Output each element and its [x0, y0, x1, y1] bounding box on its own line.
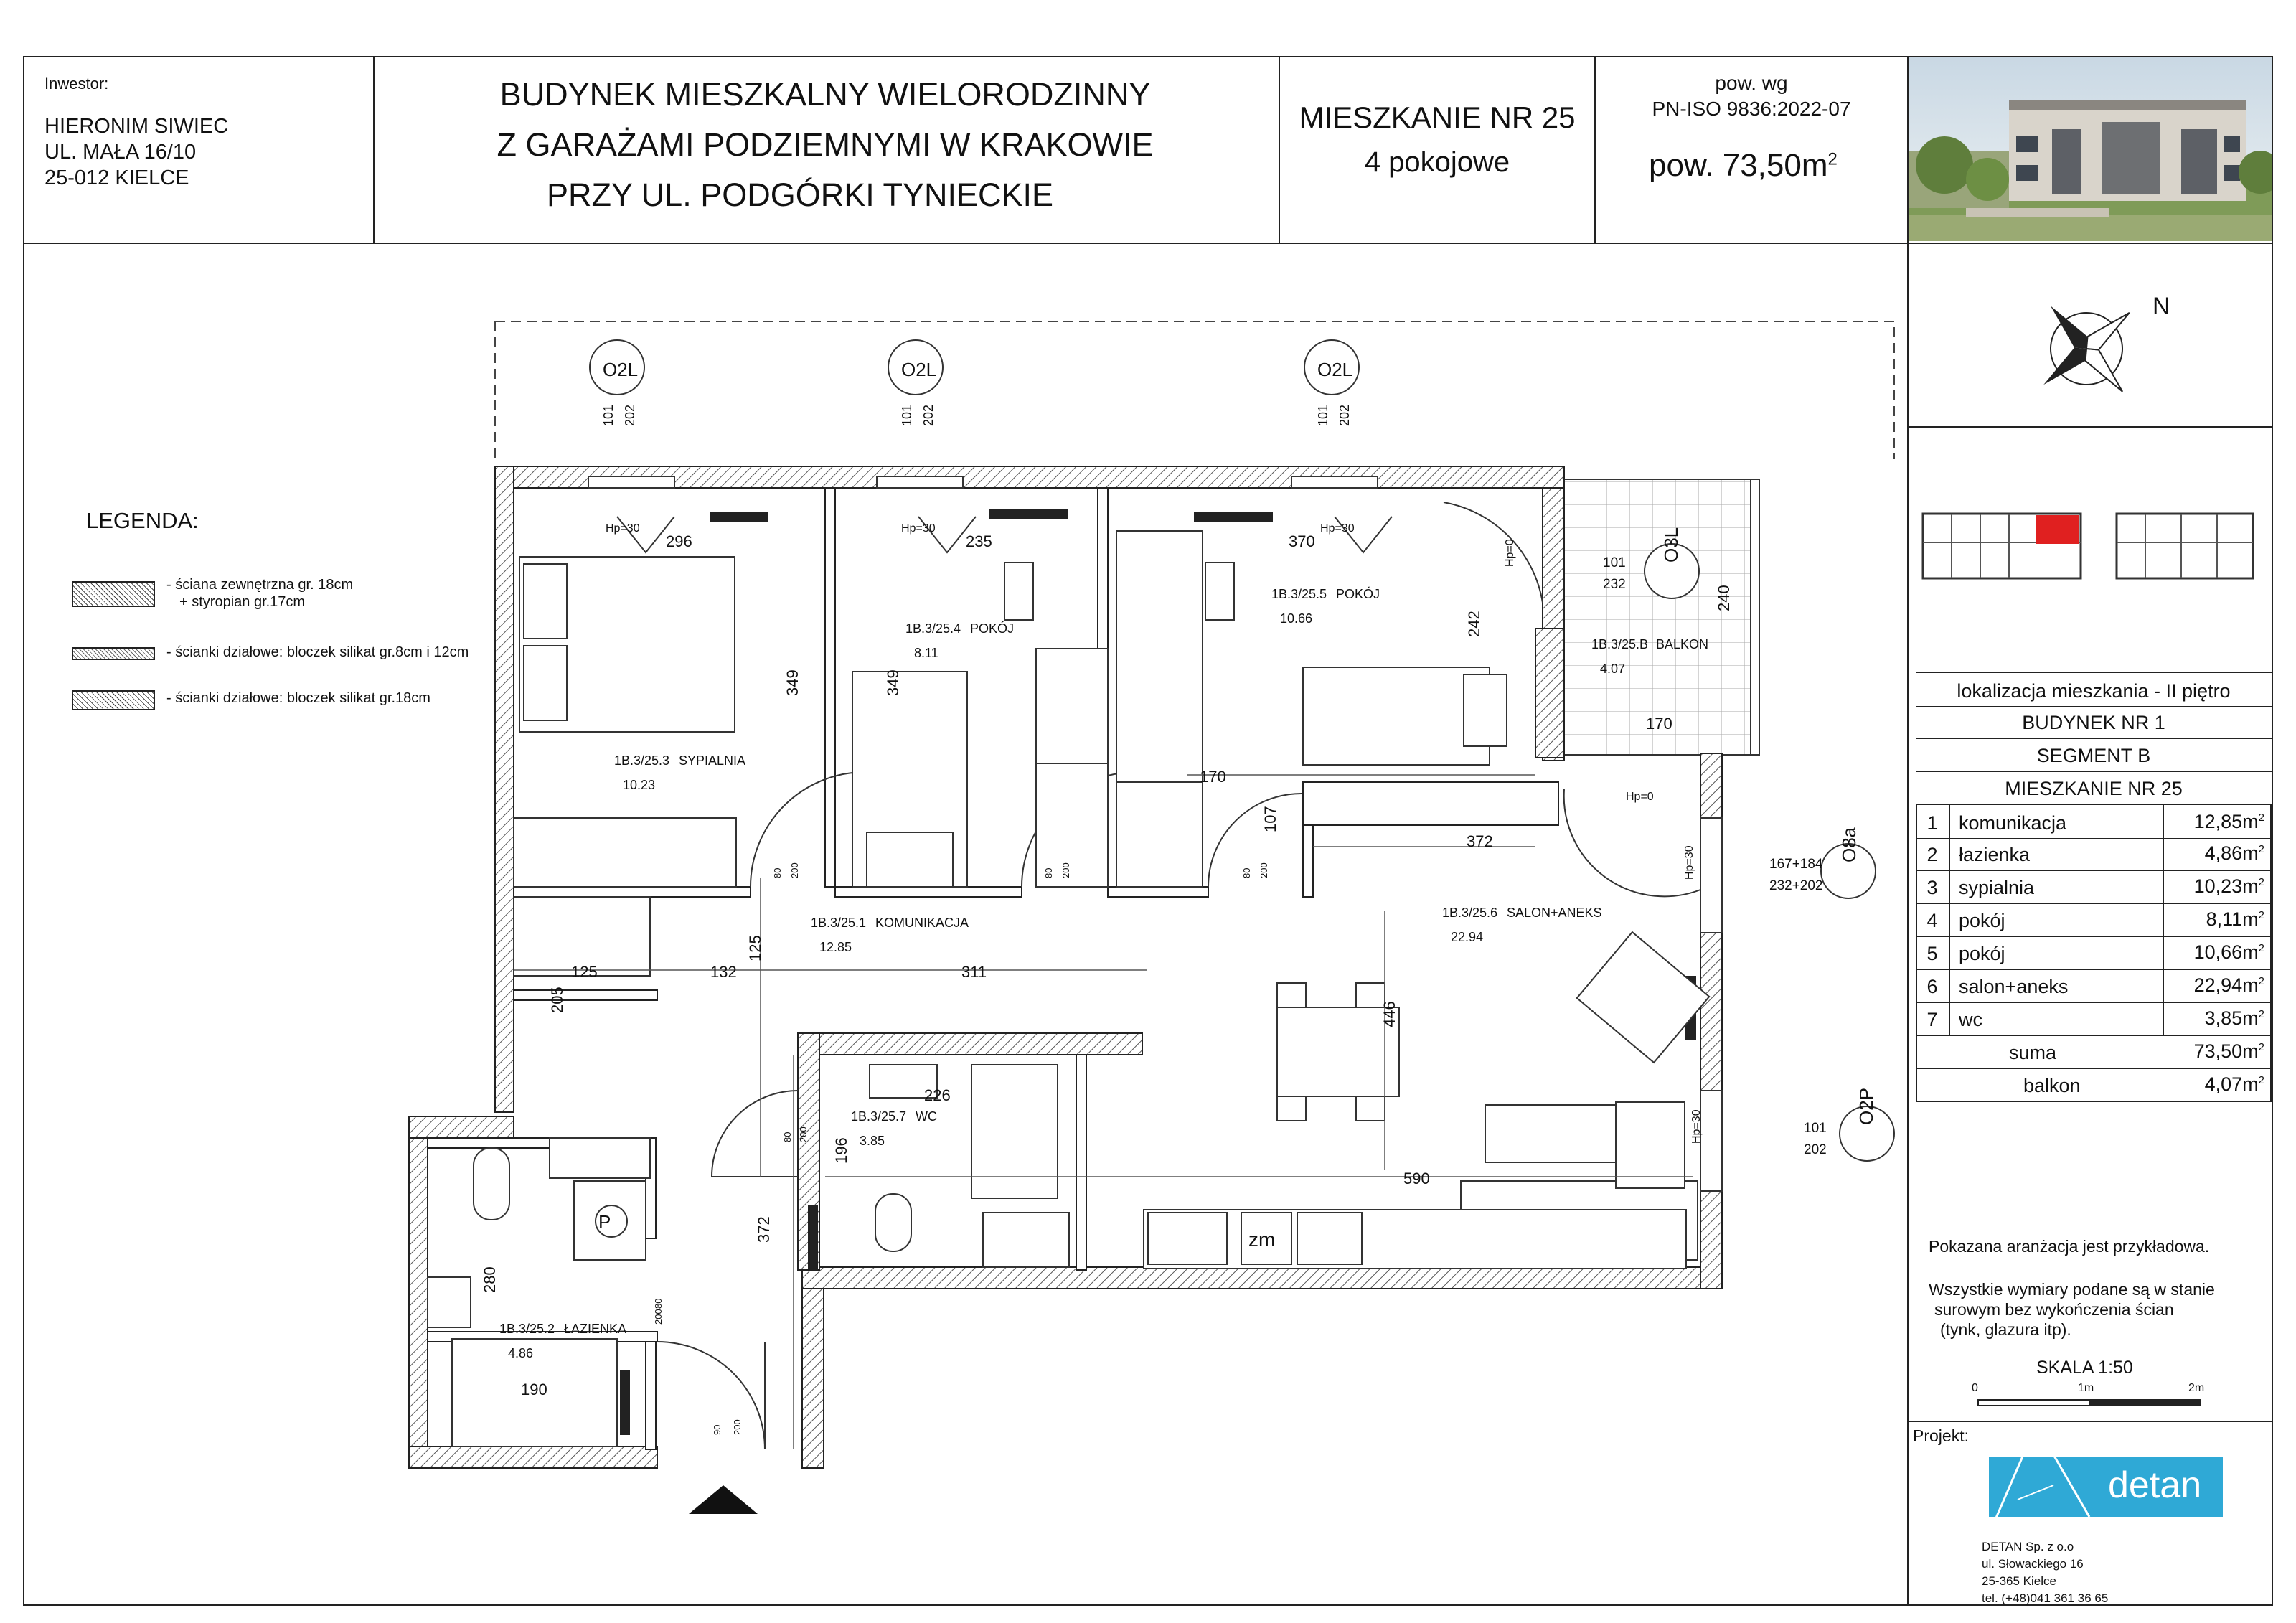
title-line-2: Z GARAŻAMI PODZIEMNYMI W KRAKOWIE — [497, 126, 1154, 163]
legend-item-1-a: - ściana zewnętrzna gr. 18cm — [166, 577, 354, 593]
room-no: 2 — [1926, 844, 1938, 865]
window-dim: 232 — [1603, 577, 1626, 592]
dimension-text: 349 — [784, 669, 801, 696]
dimension-text: 205 — [548, 987, 566, 1013]
loc-segment: SEGMENT B — [2036, 745, 2151, 766]
scale-2: 2m — [2188, 1382, 2205, 1394]
door-dim: 200 — [1060, 862, 1071, 878]
dimension-text: 242 — [1465, 611, 1483, 637]
hp-label: Hp=30 — [606, 522, 640, 535]
window-tag: O2L — [901, 359, 937, 380]
legend-item-2: - ścianki działowe: bloczek silikat gr.8cm i 12cm — [166, 644, 469, 660]
room-id: 1B.3/25.4 — [905, 621, 961, 636]
project-label: Projekt: — [1913, 1426, 1969, 1445]
dimension-text: 190 — [521, 1380, 547, 1398]
legend-item-3: - ścianki działowe: bloczek silikat gr.18cm — [166, 690, 430, 706]
room-name: pokój — [1959, 943, 2005, 964]
apartment-rooms: 4 pokojowe — [1364, 146, 1510, 178]
room-name: BALKON — [1656, 637, 1709, 651]
hp-label: Hp=0 — [1504, 539, 1516, 567]
room-area: 12.85 — [819, 940, 852, 954]
loc-building: BUDYNEK NR 1 — [2022, 712, 2165, 733]
furniture — [428, 531, 1698, 1446]
room-no: 7 — [1926, 1009, 1938, 1030]
scale-0: 0 — [1972, 1382, 1978, 1394]
balcony-floor — [1564, 479, 1758, 755]
hp-label: Hp=30 — [1683, 845, 1695, 880]
window-tag: O2L — [1317, 359, 1353, 380]
room-area-text: 10,66m — [2193, 941, 2259, 963]
room-area-text: 8,11m — [2206, 908, 2259, 930]
door-dim: 80 — [772, 867, 783, 878]
hp-label: Hp=0 — [1626, 791, 1654, 803]
door-dim: 200 — [732, 1419, 743, 1435]
loc-apartment: MIESZKANIE NR 25 — [2005, 778, 2183, 799]
dimension-text: 296 — [666, 532, 692, 550]
note-dims-3: (tynk, glazura itp). — [1940, 1320, 2071, 1339]
room-area: 8.11 — [914, 646, 938, 660]
room-no: 3 — [1926, 877, 1938, 898]
room-name: SALON+ANEKS — [1507, 905, 1602, 920]
room-name: ŁAZIENKA — [564, 1322, 627, 1336]
dimension-text: 125 — [571, 963, 598, 981]
window-dim: 167+184 — [1769, 857, 1823, 872]
door-dim: 80 — [1043, 867, 1054, 878]
room-id: 1B.3/25.5 — [1271, 587, 1327, 601]
dimension-text: 196 — [832, 1137, 850, 1164]
room-name: wc — [1959, 1009, 1982, 1030]
room-name: SYPIALNIA — [679, 753, 746, 768]
room-area-text: 3,85m — [2204, 1007, 2259, 1029]
room-id: 1B.3/25.3 — [614, 753, 670, 768]
dimension-text: 372 — [755, 1216, 773, 1243]
hp-label: Hp=30 — [1690, 1109, 1703, 1144]
scale-label: SKALA 1:50 — [2036, 1358, 2133, 1378]
room-area-sup: 2 — [2258, 812, 2264, 824]
entrance-arrow-icon — [689, 1485, 758, 1514]
sum-label: suma — [2009, 1042, 2057, 1063]
investor-name: HIERONIM SIWIEC — [44, 115, 229, 138]
dimension-text: 170 — [1646, 715, 1672, 733]
room-name: POKÓJ — [1336, 587, 1380, 601]
window-tag: O3L — [1660, 527, 1682, 563]
room-area: 10.66 — [1280, 611, 1313, 626]
room-name: POKÓJ — [970, 621, 1015, 636]
armchair — [1577, 932, 1709, 1063]
window-dim: 101 — [601, 404, 616, 426]
dimension-text: 226 — [924, 1086, 951, 1104]
room-area: 22.94 — [1451, 930, 1484, 944]
note-arrangement: Pokazana aranżacja jest przykładowa. — [1929, 1237, 2210, 1256]
room-name: pokój — [1959, 910, 2005, 931]
dimension-text: 170 — [1200, 768, 1226, 786]
hp-label: Hp=30 — [1320, 522, 1355, 535]
room-name: łazienka — [1959, 844, 2031, 865]
room-area-sup: 2 — [2258, 876, 2264, 888]
door-dim: 200 — [1258, 862, 1269, 878]
room-area-sup: 2 — [2258, 843, 2264, 855]
area-label: pow. wg — [1715, 72, 1788, 94]
room-area-sup: 2 — [2258, 942, 2264, 954]
window-dim: 101 — [900, 404, 914, 426]
dimension-text: 446 — [1380, 1001, 1398, 1027]
window-dim: 101 — [1603, 555, 1626, 570]
room-no: 6 — [1926, 976, 1938, 997]
dimension-text: 132 — [710, 963, 737, 981]
balcony-value-text: 4,07m — [2204, 1073, 2259, 1095]
room-area-sup: 2 — [2258, 975, 2264, 987]
legend-item-1-b: + styropian gr.17cm — [179, 594, 306, 610]
window-dim: 232+202 — [1769, 878, 1823, 893]
company-phone: tel. (+48)041 361 36 65 — [1982, 1591, 2109, 1605]
room-id: 1B.3/25.1 — [811, 916, 867, 930]
room-area-text: 10,23m — [2193, 875, 2259, 897]
room-id: 1B.3/25.B — [1591, 637, 1649, 651]
area-value-text: pow. 73,50m — [1649, 148, 1828, 183]
sum-sup: 2 — [2258, 1041, 2264, 1053]
note-dims-1: Wszystkie wymiary podane są w stanie — [1929, 1280, 2215, 1299]
window-dim: 202 — [1337, 404, 1352, 426]
balcony-label: balkon — [2023, 1075, 2081, 1096]
loc-floor: lokalizacja mieszkania - II piętro — [1957, 680, 2231, 702]
dimension-text: 349 — [884, 669, 902, 696]
logo-text: detan — [2108, 1464, 2202, 1506]
door-dim: 80 — [782, 1132, 793, 1142]
room-id: 1B.3/25.6 — [1442, 905, 1498, 920]
investor-street: UL. MAŁA 16/10 — [44, 141, 197, 164]
room-area: 4.86 — [508, 1346, 534, 1360]
window-dim: 202 — [623, 404, 637, 426]
door-dim: 90 — [712, 1424, 723, 1435]
investor-label: Inwestor: — [44, 75, 109, 93]
room-area-sup: 2 — [2258, 1008, 2264, 1020]
room-area-sup: 2 — [2258, 909, 2264, 921]
room-name: sypialnia — [1959, 877, 2035, 898]
title-line-1: BUDYNEK MIESZKALNY WIELORODZINNY — [499, 76, 1151, 113]
company-street: ul. Słowackiego 16 — [1982, 1557, 2084, 1571]
window-tag: O2L — [603, 359, 639, 380]
door-dim: 200 — [798, 1126, 809, 1142]
fixture-label: zm — [1248, 1228, 1276, 1251]
balcony-sup: 2 — [2258, 1074, 2264, 1086]
sum-value-text: 73,50m — [2193, 1040, 2259, 1062]
investor-city: 25-012 KIELCE — [44, 166, 189, 189]
note-dims-2: surowym bez wykończenia ścian — [1934, 1300, 2174, 1319]
window-dim: 202 — [921, 404, 936, 426]
scale-1: 1m — [2078, 1382, 2094, 1394]
window-dim: 202 — [1804, 1142, 1827, 1157]
window-tag: O8a — [1838, 827, 1860, 862]
room-area: 4.07 — [1600, 662, 1626, 676]
dimension-text: 125 — [746, 935, 764, 961]
room-area: 10.23 — [623, 778, 656, 792]
dimension-text: 280 — [481, 1266, 499, 1293]
door-dim: 200 — [789, 862, 800, 878]
door-dim: 200 — [653, 1309, 664, 1325]
dimension-text: 372 — [1467, 832, 1493, 850]
dimension-text: 370 — [1289, 532, 1315, 550]
room-no: 5 — [1926, 943, 1938, 964]
company-city: 25-365 Kielce — [1982, 1574, 2056, 1588]
dimension-text: 235 — [966, 532, 992, 550]
title-line-3: PRZY UL. PODGÓRKI TYNIECKIE — [546, 177, 1053, 213]
window-dim: 101 — [1316, 404, 1330, 426]
room-area: 3.85 — [860, 1134, 885, 1148]
window-tag: O2P — [1855, 1087, 1877, 1125]
dimension-text: 240 — [1715, 585, 1733, 611]
room-area-text: 4,86m — [2204, 842, 2259, 864]
fixture-label: P — [598, 1211, 611, 1233]
roof-outline — [495, 321, 1894, 459]
room-name: komunikacja — [1959, 812, 2067, 834]
door-dim: 80 — [653, 1298, 664, 1309]
apartment-name: MIESZKANIE NR 25 — [1299, 100, 1576, 134]
door-dim: 80 — [1241, 867, 1252, 878]
area-value-sup: 2 — [1827, 149, 1838, 169]
room-id: 1B.3/25.2 — [499, 1322, 555, 1336]
dimension-text: 311 — [961, 963, 987, 981]
room-area-text: 22,94m — [2193, 974, 2259, 996]
dimension-text: 590 — [1403, 1170, 1430, 1187]
room-name: KOMUNIKACJA — [875, 916, 969, 930]
dimension-text: 107 — [1261, 806, 1279, 832]
hp-label: Hp=30 — [901, 522, 936, 535]
legend-title: LEGENDA: — [86, 508, 199, 533]
room-name: salon+aneks — [1959, 976, 2069, 997]
north-label: N — [2152, 293, 2170, 320]
area-standard: PN-ISO 9836:2022-07 — [1652, 98, 1851, 120]
window-dim: 101 — [1804, 1121, 1827, 1136]
room-id: 1B.3/25.7 — [851, 1109, 907, 1124]
company-name: DETAN Sp. z o.o — [1982, 1540, 2074, 1553]
room-no: 4 — [1926, 910, 1938, 931]
room-name: WC — [916, 1109, 937, 1124]
room-no: 1 — [1926, 812, 1938, 834]
room-area-text: 12,85m — [2193, 811, 2259, 832]
